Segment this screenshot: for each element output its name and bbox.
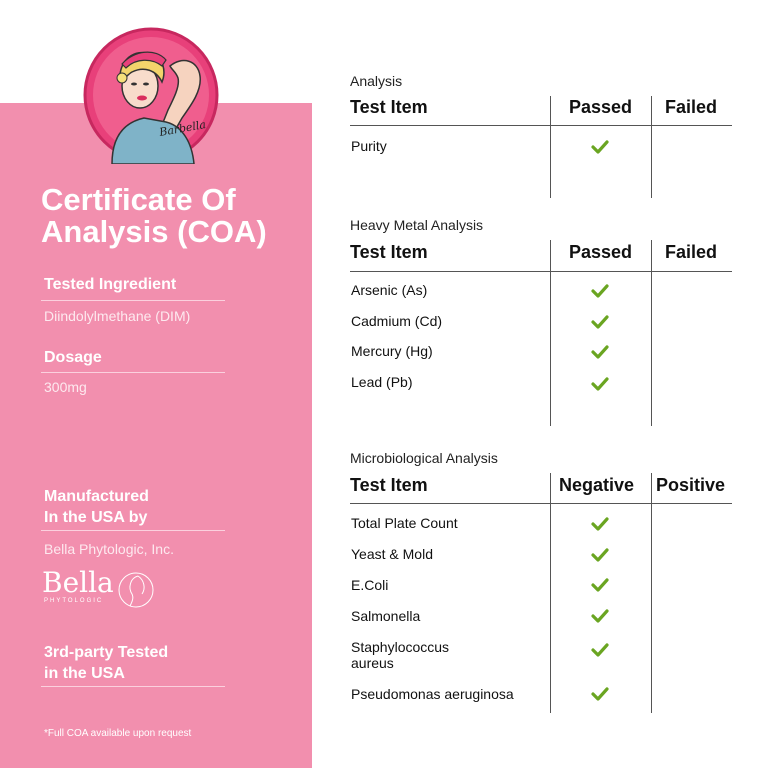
heavy-metal-col-passed: Passed — [569, 242, 633, 262]
table-row-purity: Purity — [351, 138, 387, 154]
third-party-tested-label: 3rd-party Tested in the USA — [44, 644, 169, 682]
table-row-total-plate-count: Total Plate Count — [351, 515, 458, 531]
table-row-yeast-mold: Yeast & Mold — [351, 546, 433, 562]
table-row-mercury: Mercury (Hg) — [351, 343, 433, 359]
manufactured-label: Manufactured In the USA by — [44, 488, 149, 526]
divider — [41, 372, 225, 373]
table-row-lead: Lead (Pb) — [351, 374, 413, 390]
column-divider — [550, 96, 551, 198]
table-row-staphylococcus-cont: aureus — [351, 655, 394, 671]
heavy-metal-col-test-item: Test Item — [350, 242, 428, 262]
table-row-salmonella: Salmonella — [351, 608, 421, 624]
column-divider — [651, 96, 652, 198]
column-divider — [550, 473, 551, 713]
bella-phytologic-logo: Bella PHYTOLOGIC — [42, 566, 162, 612]
check-icon — [591, 687, 609, 701]
tested-ingredient-label: Tested Ingredient — [44, 276, 177, 293]
tested-ingredient-value: Diindolylmethane (DIM) — [44, 308, 191, 324]
check-icon — [591, 315, 609, 329]
heavy-metal-section-title: Heavy Metal Analysis — [350, 217, 484, 233]
table-header-rule — [350, 503, 732, 504]
check-icon — [591, 140, 609, 154]
check-icon — [591, 609, 609, 623]
analysis-col-failed: Failed — [665, 97, 718, 117]
analysis-col-passed: Passed — [569, 97, 633, 117]
micro-col-test-item: Test Item — [350, 475, 428, 495]
table-row-ecoli: E.Coli — [351, 577, 389, 593]
analysis-col-test-item: Test Item — [350, 97, 428, 117]
column-divider — [651, 473, 652, 713]
divider — [41, 686, 225, 687]
divider — [41, 300, 225, 301]
check-icon — [591, 548, 609, 562]
logo-signature: Barbella — [158, 117, 207, 139]
divider — [41, 530, 225, 531]
analysis-section-title: Analysis — [350, 73, 403, 89]
dosage-label: Dosage — [44, 349, 102, 366]
check-icon — [591, 377, 609, 391]
manufacturer-name: Bella Phytologic, Inc. — [44, 541, 174, 557]
micro-col-positive: Positive — [656, 475, 726, 495]
table-header-rule — [350, 271, 732, 272]
table-row-cadmium: Cadmium (Cd) — [351, 313, 443, 329]
dosage-value: 300mg — [44, 379, 87, 395]
micro-section-title: Microbiological Analysis — [350, 450, 498, 466]
check-icon — [591, 578, 609, 592]
footnote: *Full COA available upon request — [44, 728, 192, 739]
table-row-staphylococcus: Staphylococcus — [351, 639, 450, 655]
page-title: Certificate Of Analysis (COA) — [41, 182, 267, 249]
barbella-logo-badge — [82, 26, 220, 164]
column-divider — [651, 240, 652, 426]
woman-profile-icon — [116, 566, 156, 612]
micro-col-negative: Negative — [559, 475, 635, 495]
table-header-rule — [350, 125, 732, 126]
column-divider — [550, 240, 551, 426]
check-icon — [591, 284, 609, 298]
table-row-arsenic: Arsenic (As) — [351, 282, 428, 298]
table-row-pseudomonas: Pseudomonas aeruginosa — [351, 686, 514, 702]
check-icon — [591, 643, 609, 657]
check-icon — [591, 517, 609, 531]
check-icon — [591, 345, 609, 359]
heavy-metal-col-failed: Failed — [665, 242, 718, 262]
